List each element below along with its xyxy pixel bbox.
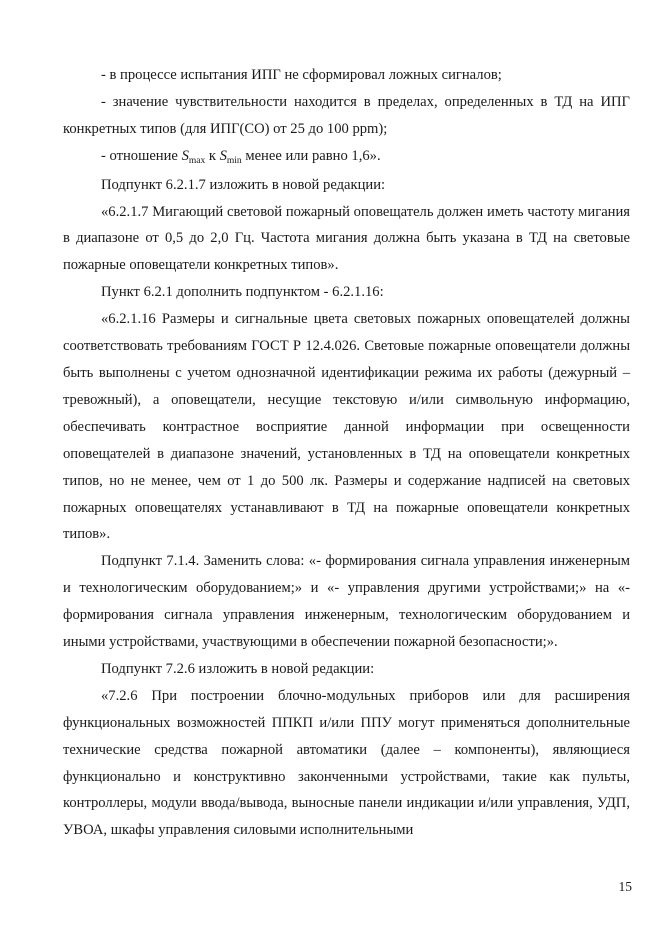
subscript-min: min xyxy=(226,155,242,166)
paragraph: Пункт 6.2.1 дополнить подпунктом - 6.2.1.16: xyxy=(101,284,384,301)
ratio-prefix: - отношение xyxy=(101,147,182,164)
paragraph: Подпункт 7.2.6 изложить в новой редакции: xyxy=(101,660,375,677)
symbol-s-max: S xyxy=(181,147,189,164)
subscript-max: max xyxy=(188,155,206,166)
ratio-mid: к xyxy=(205,147,220,164)
document-body xyxy=(63,62,630,844)
ratio-suffix: менее или равно 1,6». xyxy=(241,147,381,164)
list-item: - в процессе испытания ИПГ не сформировал ложных сигналов; xyxy=(101,67,502,83)
paragraph: «6.2.1.16 Размеры и сигнальные цвета световых пожарных оповещателей должны соответствовать требованиям ГОСТ Р 12.4.026. Световые пожарные оповещатели должны быть выполнены с учетом однозначной идентификации режима их работы (дежурный – тревожный), а оповещатели, несущие текстовую и/или символьную информацию, обеспечивать контрастное восприятие данной информации при освещенности оповещателей в диапазоне значений, установленных в ТД на оповещатели конкретных типов, но не менее, чем от 1 до 500 лк. Размеры и содержание надписей на световых пожарных оповещателях устанавливают в ТД на пожарные оповещатели конкретных типов». xyxy=(63,311,630,543)
paragraph: «7.2.6 При построении блочно-модульных приборов или для расширения функциональных возможностей ППКП и/или ППУ могут применяться дополнительные технические средства пожарной автоматики (далее – компоненты), являющиеся функционально и конструктивно законченными устройствами, такие как пульты, контроллеры, модули ввода/вывода, выносные панели индикации и/или управления, УДП, УВОА, шкафы управления силовыми исполнительными xyxy=(63,687,630,839)
paragraph: «6.2.1.7 Мигающий световой пожарный оповещатель должен иметь частоту мигания в диапазоне от 0,5 до 2,0 Гц. Частота мигания должна быть указана в ТД на световые пожарные оповещатели конкретных типов». xyxy=(63,203,630,274)
page-number: 15 xyxy=(618,879,632,894)
list-item: - значение чувствительности находится в пределах, определенных в ТД на ИПГ конкретных типов (для ИПГ(СО) от 25 до 100 ppm); xyxy=(63,93,630,137)
symbol-s-min: S xyxy=(219,147,227,164)
paragraph: Подпункт 6.2.1.7 изложить в новой редакции: xyxy=(101,176,386,193)
list-item-ratio xyxy=(63,143,630,172)
paragraph: Подпункт 7.1.4. Заменить слова: «- формирования сигнала управления инженерным и технологическим оборудованием;» и «- управления другими устройствами;» на «- формирования сигнала управления инженерным, технологическим оборудованием и иными устройствами, участвующими в обеспечении пожарной безопасности;». xyxy=(63,553,630,651)
